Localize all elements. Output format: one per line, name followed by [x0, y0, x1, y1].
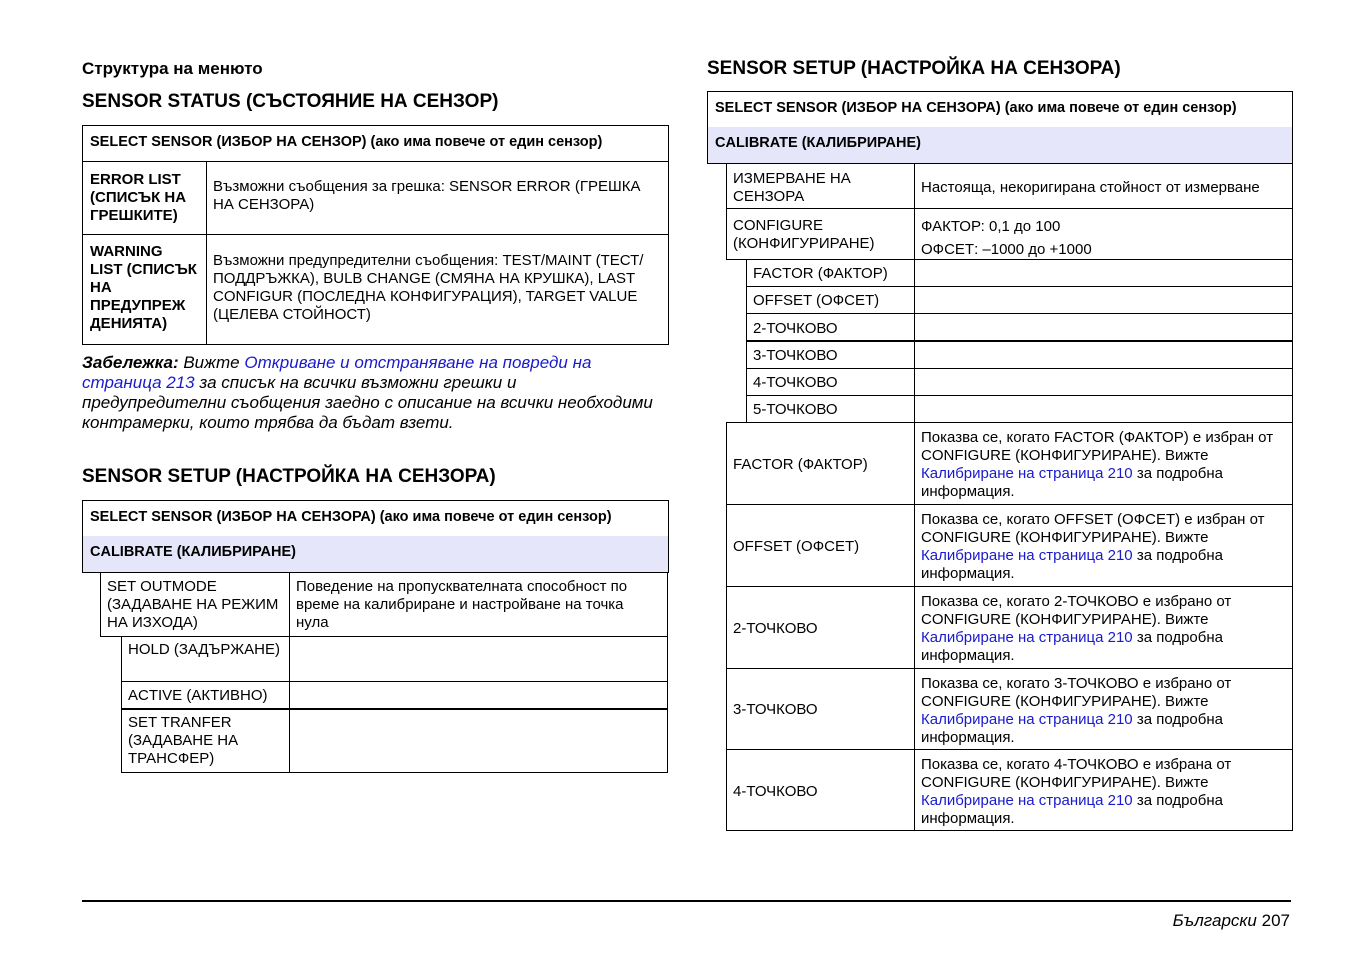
detail-factor-suffix: за подробна информация.: [921, 465, 1223, 500]
config-option-factor[interactable]: FACTOR (ФАКТОР): [753, 265, 888, 282]
detail-4pt-pre: Показва се, когато 4-ТОЧКОВО е избрана от CONFIGURE (КОНФИГУРИРАНЕ). Вижте: [921, 756, 1232, 791]
detail-3pt-label[interactable]: 3-ТОЧКОВО: [733, 701, 818, 718]
left-calibrate[interactable]: [82, 536, 669, 573]
note-label: Забележка:: [82, 353, 179, 372]
detail-4pt-text: [914, 752, 1292, 832]
set-tranfer-item[interactable]: SET TRANFER (ЗАДАВАНЕ НА ТРАНСФЕР): [128, 714, 239, 767]
detail-3pt-suffix: за подробна информация.: [921, 711, 1223, 746]
configure-ranges: [914, 211, 1292, 265]
config-option-4pt[interactable]: 4-ТОЧКОВО: [753, 374, 838, 391]
page-number: 207: [1261, 911, 1290, 930]
measure-text: Настояща, некоригирана стойност от измерване: [921, 179, 1260, 196]
right-calibrate[interactable]: [707, 127, 1293, 164]
configure-item[interactable]: CONFIGURE (КОНФИГУРИРАНЕ): [733, 217, 875, 252]
note-pre: Вижте: [183, 353, 240, 372]
configure-offset-range: ОФСЕТ: –1000 до +1000: [921, 241, 1092, 258]
menu-structure-title: Структура на менюто: [82, 59, 263, 78]
note-post: за списък на всички възможни грешки и предупредителни съобщения заедно с описание на всички необходими контрамерки, които трябва да бъдат взети.: [82, 373, 653, 432]
error-list-text: Възможни съобщения за грешка: SENSOR ERROR (ГРЕШКА НА СЕНЗОРА): [213, 178, 641, 213]
detail-4pt-suffix: за подробна информация.: [921, 792, 1223, 827]
detail-2pt-text: [914, 589, 1292, 669]
hold-item[interactable]: HOLD (ЗАДЪРЖАНЕ): [128, 641, 280, 658]
detail-4pt-label[interactable]: 4-ТОЧКОВО: [733, 783, 818, 800]
set-outmode-item[interactable]: SET OUTMODE (ЗАДАВАНЕ НА РЕЖИМ НА ИЗХОДА): [107, 578, 279, 631]
detail-factor-pre: Показва се, когато FACTOR (ФАКТОР) е избран от CONFIGURE (КОНФИГУРИРАНЕ). Вижте: [921, 429, 1274, 464]
error-list-label[interactable]: ERROR LIST (СПИСЪК НА ГРЕШКИТЕ): [90, 171, 187, 224]
note-paragraph: [82, 353, 662, 433]
sensor-status-heading: SENSOR STATUS (СЪСТОЯНИЕ НА СЕНЗОР): [82, 91, 499, 112]
detail-2pt-pre: Показва се, когато 2-ТОЧКОВО е избрано от CONFIGURE (КОНФИГУРИРАНЕ). Вижте: [921, 593, 1232, 628]
config-option-3pt[interactable]: 3-ТОЧКОВО: [753, 347, 838, 364]
sensor-setup-heading-right: SENSOR SETUP (НАСТРОЙКА НА СЕНЗОРА): [707, 58, 1121, 79]
detail-2pt-suffix: за подробна информация.: [921, 629, 1223, 664]
configure-factor-range: ФАКТОР: 0,1 до 100: [921, 218, 1061, 235]
detail-offset-suffix: за подробна информация.: [921, 547, 1223, 582]
right-setup-select[interactable]: [707, 91, 1293, 128]
warning-list-label[interactable]: WARNING LIST (СПИСЪК НА ПРЕДУПРЕЖ ДЕНИЯТА): [90, 243, 197, 332]
detail-offset-pre: Показва се, когато OFFSET (ОФСЕТ) е избран от CONFIGURE (КОНФИГУРИРАНЕ). Вижте: [921, 511, 1265, 546]
detail-factor-text: [914, 425, 1292, 505]
sensor-setup-heading-left: SENSOR SETUP (НАСТРОЙКА НА СЕНЗОРА): [82, 466, 496, 487]
measure-item[interactable]: ИЗМЕРВАНЕ НА СЕНЗОРА: [733, 170, 851, 205]
set-outmode-text: Поведение на пропусквателната способност по време на калибриране и настройване на точка нула: [296, 578, 628, 631]
detail-3pt-pre: Показва се, когато 3-ТОЧКОВО е избрано от CONFIGURE (КОНФИГУРИРАНЕ). Вижте: [921, 675, 1232, 710]
calibration-link[interactable]: Калибриране на страница 210: [921, 711, 1133, 728]
detail-offset-label[interactable]: OFFSET (ОФСЕТ): [733, 538, 860, 555]
troubleshooting-link[interactable]: Откриване и отстраняване на повреди на страница 213: [82, 353, 592, 392]
active-item[interactable]: ACTIVE (АКТИВНО): [128, 687, 268, 704]
detail-3pt-text: [914, 671, 1292, 751]
left-calibrate-label: CALIBRATE (КАЛИБРИРАНЕ): [90, 544, 297, 560]
right-calibrate-label: CALIBRATE (КАЛИБРИРАНЕ): [715, 135, 922, 151]
calibration-link[interactable]: Калибриране на страница 210: [921, 547, 1133, 564]
detail-offset-text: [914, 507, 1292, 587]
calibration-link[interactable]: Калибриране на страница 210: [921, 465, 1133, 482]
footer-rule: [82, 900, 1291, 902]
warning-list-text: Възможни предупредителни съобщения: TEST/MAINT (ТЕСТ/ПОДДРЪЖКА), BULB CHANGE (СМЯНА НА КРУШКА), LAST CONFIGUR (ПОСЛЕДНА КОНФИГУРАЦИЯ), TARGET VALUE (ЦЕЛЕВА СТОЙНОСТ): [213, 252, 644, 323]
sensor-status-table: [82, 125, 669, 345]
calibration-link[interactable]: Калибриране на страница 210: [921, 792, 1133, 809]
detail-factor-label[interactable]: FACTOR (ФАКТОР): [733, 456, 868, 473]
status-select-sensor[interactable]: SELECT SENSOR (ИЗБОР НА СЕНЗОР) (ако има повече от един сензор): [90, 134, 603, 150]
calibration-link[interactable]: Калибриране на страница 210: [921, 629, 1133, 646]
config-option-2pt[interactable]: 2-ТОЧКОВО: [753, 320, 838, 337]
footer-language: Български: [1172, 911, 1257, 930]
config-option-5pt[interactable]: 5-ТОЧКОВО: [753, 401, 838, 418]
right-setup-select-label: SELECT SENSOR (ИЗБОР НА СЕНЗОРА) (ако има повече от един сензор): [715, 100, 1237, 116]
detail-2pt-label[interactable]: 2-ТОЧКОВО: [733, 620, 818, 637]
config-option-offset[interactable]: OFFSET (ОФСЕТ): [753, 292, 880, 309]
left-setup-select[interactable]: [82, 500, 669, 537]
footer: [1173, 911, 1290, 931]
left-setup-select-label: SELECT SENSOR (ИЗБОР НА СЕНЗОРА) (ако има повече от един сензор): [90, 509, 612, 525]
